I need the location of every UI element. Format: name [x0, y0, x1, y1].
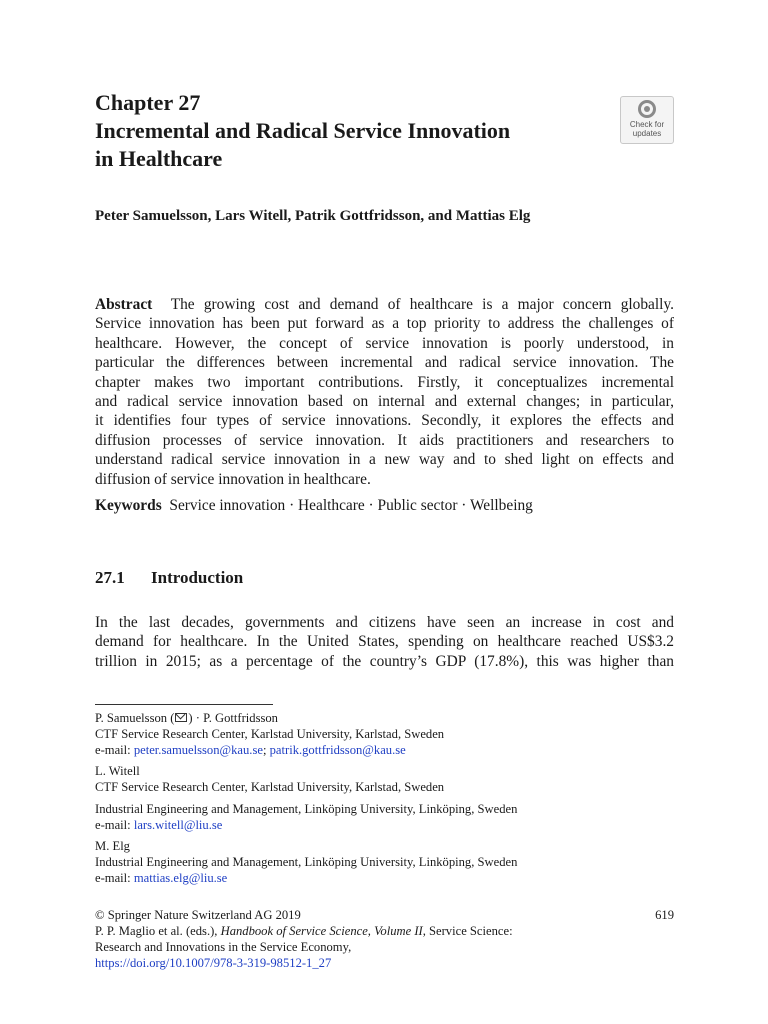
footnote-elg	[95, 838, 674, 886]
copyright-text: © Springer Nature Switzerland AG 2019	[95, 908, 301, 922]
badge-label-line: Check for	[629, 120, 665, 129]
abstract-line: diffusion of service innovation in healthcare.	[95, 470, 371, 488]
footnote-email-line	[95, 870, 674, 886]
email-separator: ;	[262, 743, 270, 757]
abstract-line: Service innovation has been put forward as a top priority to address the challenges of	[95, 315, 674, 333]
email-label: e-mail:	[95, 743, 134, 757]
check-for-updates-badge[interactable]	[620, 96, 674, 144]
footnote-email-line	[95, 817, 674, 833]
abstract-line: understand radical service innovation in a new way and to shed light on effects and	[95, 451, 674, 469]
section-number: 27.1	[95, 568, 125, 587]
footnote-witell	[95, 763, 674, 795]
footnote-samuelsson	[95, 710, 674, 758]
chapter-label: Chapter 27	[95, 90, 201, 115]
envelope-icon[interactable]	[175, 713, 187, 722]
copyright-block	[95, 907, 674, 971]
citation-book-title: Handbook of Service Science, Volume II	[220, 924, 423, 938]
keywords-text: Service innovation · Healthcare · Public sector · Wellbeing	[169, 497, 533, 514]
intro-line: trillion in 2015; as a percentage of the country’s GDP (17.8%), this was higher than	[95, 652, 674, 670]
email-label: e-mail:	[95, 871, 134, 885]
section-title: Introduction	[151, 568, 244, 587]
footnote-name: ) · P. Gottfridsson	[188, 711, 278, 725]
introduction-paragraph	[95, 613, 674, 671]
footnote-email-line	[95, 742, 674, 758]
footnote-names	[95, 710, 674, 726]
doi-link[interactable]: https://doi.org/10.1007/978-3-319-98512-1_27	[95, 956, 332, 970]
footnote-name: L. Witell	[95, 764, 140, 778]
email-label: e-mail:	[95, 818, 134, 832]
badge-label-line: updates	[632, 129, 662, 138]
abstract-line: chapter makes two important contributions. Firstly, it conceptualizes incremental	[95, 373, 674, 391]
abstract-line: healthcare. However, the concept of service innovation is poorly understood, in	[95, 334, 674, 352]
email-link-witell[interactable]: lars.witell@liu.se	[133, 818, 223, 832]
section-heading	[95, 567, 243, 589]
check-updates-icon	[638, 100, 656, 118]
keywords-line	[95, 496, 674, 515]
abstract-line: it identifies four types of service innovations. Secondly, it explores the effects and	[95, 412, 674, 430]
footnote-affiliation: CTF Service Research Center, Karlstad University, Karlstad, Sweden	[95, 727, 445, 741]
badge-label	[621, 120, 673, 138]
abstract-text: The growing cost and demand of healthcare is a major concern globally.	[170, 296, 674, 313]
footnote-witell-2	[95, 801, 674, 833]
abstract-heading: Abstract	[95, 296, 153, 313]
footnote-divider	[95, 704, 273, 705]
abstract-line: diffusion processes of service innovation. It aids practitioners and researchers to	[95, 431, 674, 449]
footnote-affiliation: CTF Service Research Center, Karlstad University, Karlstad, Sweden	[95, 780, 445, 794]
chapter-title-line: Incremental and Radical Service Innovation	[95, 118, 511, 143]
footnote-name: P. Samuelsson (	[95, 711, 175, 725]
abstract	[95, 295, 674, 489]
doi-line	[95, 955, 674, 971]
citation-line: Research and Innovations in the Service Economy,	[95, 940, 352, 954]
author-list: Peter Samuelsson, Lars Witell, Patrik Gottfridsson, and Mattias Elg	[95, 208, 531, 224]
email-link-samuelsson[interactable]: peter.samuelsson@kau.se	[133, 743, 263, 757]
keywords	[95, 496, 674, 515]
abstract-line: particular the differences between incremental and radical service innovation. The	[95, 354, 674, 372]
keywords-heading: Keywords	[95, 497, 162, 514]
abstract-line: and radical service innovation based on internal and external changes; in particular,	[95, 393, 674, 411]
email-link-gottfridsson[interactable]: patrik.gottfridsson@kau.se	[269, 743, 406, 757]
footnote-name: M. Elg	[95, 839, 130, 853]
copyright-line	[95, 907, 674, 923]
intro-line: In the last decades, governments and citizens have seen an increase in cost and	[95, 614, 674, 631]
citation-editors: P. P. Maglio et al. (eds.),	[95, 924, 221, 938]
page-number: 619	[655, 908, 674, 922]
citation-series: , Service Science:	[422, 924, 513, 938]
footnote-affiliation: Industrial Engineering and Management, Linköping University, Linköping, Sweden	[95, 802, 518, 816]
chapter-title	[95, 117, 615, 173]
email-link-elg[interactable]: mattias.elg@liu.se	[133, 871, 228, 885]
abstract-line	[95, 295, 674, 314]
footnote-affiliation: Industrial Engineering and Management, Linköping University, Linköping, Sweden	[95, 855, 518, 869]
intro-line: demand for healthcare. In the United States, spending on healthcare reached US$3.2	[95, 633, 674, 651]
chapter-title-line: in Healthcare	[95, 146, 223, 171]
citation-line	[95, 923, 674, 939]
